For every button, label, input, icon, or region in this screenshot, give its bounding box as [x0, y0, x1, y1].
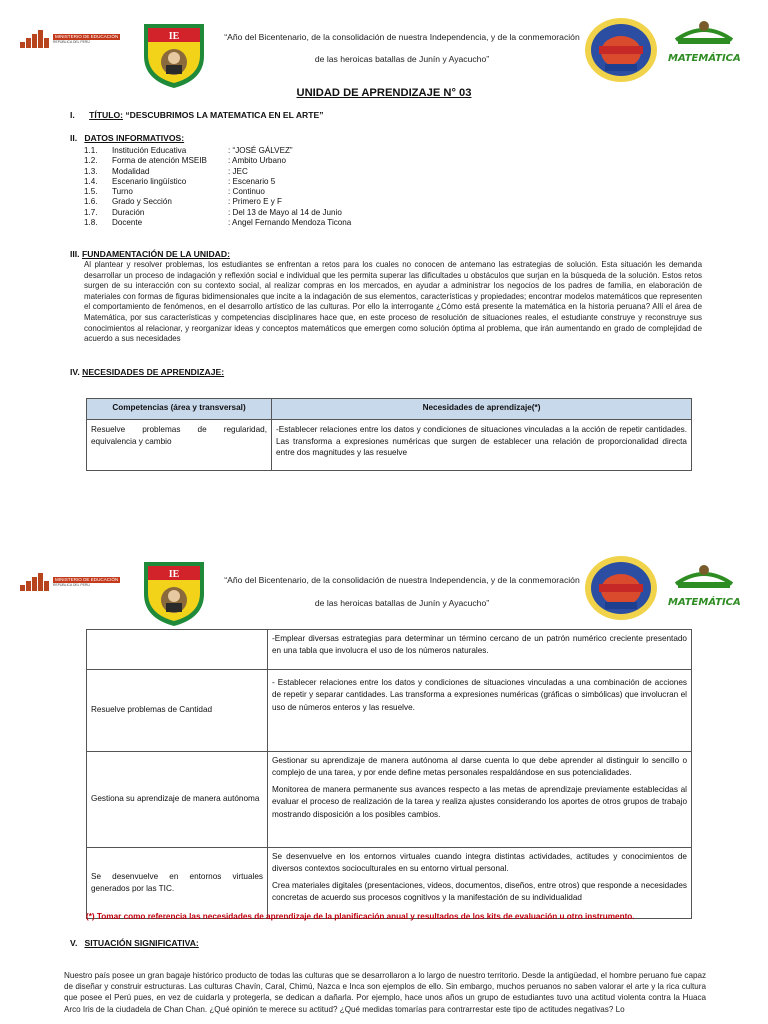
ministry-logo: [20, 573, 120, 591]
necesidad-cell: [268, 848, 692, 919]
necesidad-cell: [268, 752, 692, 848]
necesidad-text: - Establecer relaciones entre los datos y condiciones de situaciones vinculadas a una combinación de acciones de repetir y separar cantidades. Las transforma a expresiones numéricas (gráficas o simbólicas) que involucran el uso de números enteros y las resuelve.: [272, 678, 687, 712]
info-row: 1.1. Institución Educativa : “JOSÉ GÁLVEZ”: [84, 146, 293, 155]
section-3-title: III. FUNDAMENTACIÓN DE LA UNIDAD:: [70, 249, 230, 259]
necesidad-text: Monitorea de manera permanente sus avances respecto a las metas de aprendizaje previamente establecidas al evaluar el proceso de realización de la tarea y realiza ajustes considerando los aportes de otros grupos de trabajo mostrando disposición a los posibles cambios.: [272, 784, 687, 819]
svg-text:IE: IE: [168, 31, 180, 42]
ministry-subtitle: REPÚBLICA DEL PERÚ: [53, 583, 90, 588]
needs-table-1: [86, 398, 692, 471]
table-row: [87, 848, 692, 919]
math-logo: [668, 562, 740, 612]
section-2-title: II. DATOS INFORMATIVOS:: [70, 133, 185, 143]
bricks-icon: [20, 573, 50, 591]
math-logo-text: MATEMÁTICA: [668, 597, 741, 608]
competencia-cell: Resuelve problemas de Cantidad: [87, 670, 268, 752]
motto-line-1: “Año del Bicentenario, de la consolidación de nuestra Independencia, y de la conmemoración: [224, 575, 580, 585]
info-row: 1.7. Duración : Del 13 de Mayo al 14 de Junio: [84, 207, 342, 217]
info-row: 1.5. Turno : Continuo: [84, 187, 265, 197]
svg-text:IE: IE: [168, 569, 180, 580]
ministry-logo: [20, 30, 120, 48]
school-badge-icon: [583, 554, 659, 622]
header-necesidades: Necesidades de aprendizaje(*): [272, 399, 692, 420]
motto-line-1: “Año del Bicentenario, de la consolidación de nuestra Independencia, y de la conmemoración: [224, 32, 580, 42]
table-row: [87, 630, 692, 670]
needs-table-2: [86, 629, 692, 919]
info-row: 1.4. Escenario lingüístico : Escenario 5: [84, 176, 276, 186]
info-row: 1.2. Forma de atención MSEIB : Ambito Urbano: [84, 156, 287, 166]
necesidad-text: Crea materiales digitales (presentaciones, videos, documentos, diseños, entre otros) que responde a necesidades concretas de acuerdo sus procesos cognitivos y la manifestación de su individualidad: [272, 880, 687, 903]
motto-line-2: de las heroicas batallas de Junín y Ayacucho”: [314, 54, 490, 64]
section-4-title: IV. NECESIDADES DE APRENDIZAJE:: [70, 367, 225, 377]
fundamentacion-text: Al plantear y resolver problemas, los estudiantes se enfrentan a retos para los cuales no conocen de antemano las estrategias de solución. Esta situación les demanda desarrollar un proceso de indagación y reflexión social e individual que les permita superar las dificultades u obstáculos que surjan en la búsqueda de la solución. Estos retos surgen de su interacción con su contexto social, al realizar compras en los mercados, en ayudar a administrar los negocios de los padres de familia, en elaboración de materiales con formas de figuras bidimensionales que incite a la indagación de sus elementos, características y propiedades; encontrar modelos matemáticos que representen el comportamiento de fenómenos, en el desarrollo artístico de las culturas. Por ello la interrogante ¿Cómo está presente la matemática en la historia peruana? Allí el área de Matemática, por sus características y competencias disciplinares hace que, en este proceso de resolución de situaciones reales, el estudiante construye y reconstruye sus conocimientos al relacionar, y reorganizar ideas y conceptos matemáticos que emergen como solución óptima al problema, que irán aumentando en grado de complejidad de acuerdo a sus necesidades: [84, 260, 702, 344]
math-logo: [668, 18, 740, 68]
info-list: [84, 146, 684, 228]
necesidad-cell: -Establecer relaciones entre los datos y condiciones de situaciones vinculadas a la acción de repetir cantidades. Las transforma a expresiones numéricas que surgen de establecer una relación de proporcionalidad directa entre dos magnitudes y las resuelve: [272, 420, 692, 471]
necesidad-cell: [268, 670, 692, 752]
table-row: [87, 420, 692, 471]
school-shield-icon: [138, 556, 210, 628]
info-row: 1.3. Modalidad : JEC: [84, 166, 248, 176]
section-5-title: V. SITUACIÓN SIGNIFICATIVA:: [70, 938, 199, 948]
section-1-title: I. TÍTULO: “DESCUBRIMOS LA MATEMATICA EN EL ARTE”: [70, 110, 324, 120]
necesidad-text: -Emplear diversas estrategias para determinar un término cercano de un patrón numérico creciente presentado en una tabla que involucra el uso de los números naturales.: [272, 634, 687, 656]
school-badge-icon: [583, 16, 659, 84]
ministry-name: MINISTERIO DE EDUCACIÓN: [55, 33, 119, 39]
school-shield-icon: [138, 18, 210, 90]
info-row: 1.6. Grado y Sección : Primero E y F: [84, 197, 282, 207]
header-competencias: Competencias (área y transversal): [87, 399, 272, 420]
necesidad-text: Gestionar su aprendizaje de manera autónoma al darse cuenta lo que debe aprender al distinguir lo sencillo o complejo de una tarea, y por ende define metas personales respaldándose en sus potencialidades.: [272, 756, 687, 778]
competencia-cell: Resuelve problemas de regularidad, equivalencia y cambio: [87, 420, 272, 471]
competencia-cell: [87, 630, 268, 670]
math-logo-icon: [668, 18, 740, 48]
situacion-text: Nuestro país posee un gran bagaje histórico producto de todas las culturas que se desarrollaron a lo largo de nuestro territorio. Desde la antigüedad, el hombre peruano fue capaz de diseñar y construir estructuras. Las culturas Chavín, Caral, Chimú, Nazca e Inca son ejemplos de ello. Sin embargo, muchos peruanos no saben valorar el arte y la rica cultura que posee el Perú pues, en vez de cuidarla y protegerla, se dedican a dañarla. Por ejemplo, hace unos años un grupo de estudiantes tuvo una actitud violenta contra la Huaca Arco Iris de la ciudadela de Chan Chan. ¿Qué opinión te merece su actitud? ¿Qué medidas tomarías para contrarrestar este tipo de actitudes negativas? Lo: [64, 971, 706, 1014]
footnote-note: (*) Tomar como referencia las necesidades de aprendizaje de la planificación anual y resultados de los kits de evaluación u otro instrumento.: [86, 912, 635, 921]
math-logo-text: MATEMÁTICA: [668, 53, 741, 64]
competencia-cell: Gestiona su aprendizaje de manera autónoma: [87, 752, 268, 848]
bricks-icon: [20, 30, 50, 48]
ministry-name: MINISTERIO DE EDUCACIÓN: [55, 576, 119, 582]
info-row: 1.8. Docente : Angel Fernando Mendoza Ticona: [84, 218, 352, 228]
table-row: [87, 752, 692, 848]
competencia-cell: Se desenvuelve en entornos virtuales generados por las TIC.: [87, 848, 268, 919]
math-logo-icon: [668, 562, 740, 592]
necesidad-text: Se desenvuelve en los entornos virtuales cuando integra distintas actividades, actitudes y conocimientos de diversos contextos socioculturales en su entorno virtual personal.: [272, 852, 687, 874]
necesidad-cell: [268, 630, 692, 670]
table-header-row: [87, 399, 692, 420]
document-title: UNIDAD DE APRENDIZAJE N° 03: [296, 87, 472, 99]
motto-line-2: de las heroicas batallas de Junín y Ayacucho”: [314, 598, 490, 608]
table-row: [87, 670, 692, 752]
ministry-subtitle: REPÚBLICA DEL PERÚ: [53, 40, 90, 45]
